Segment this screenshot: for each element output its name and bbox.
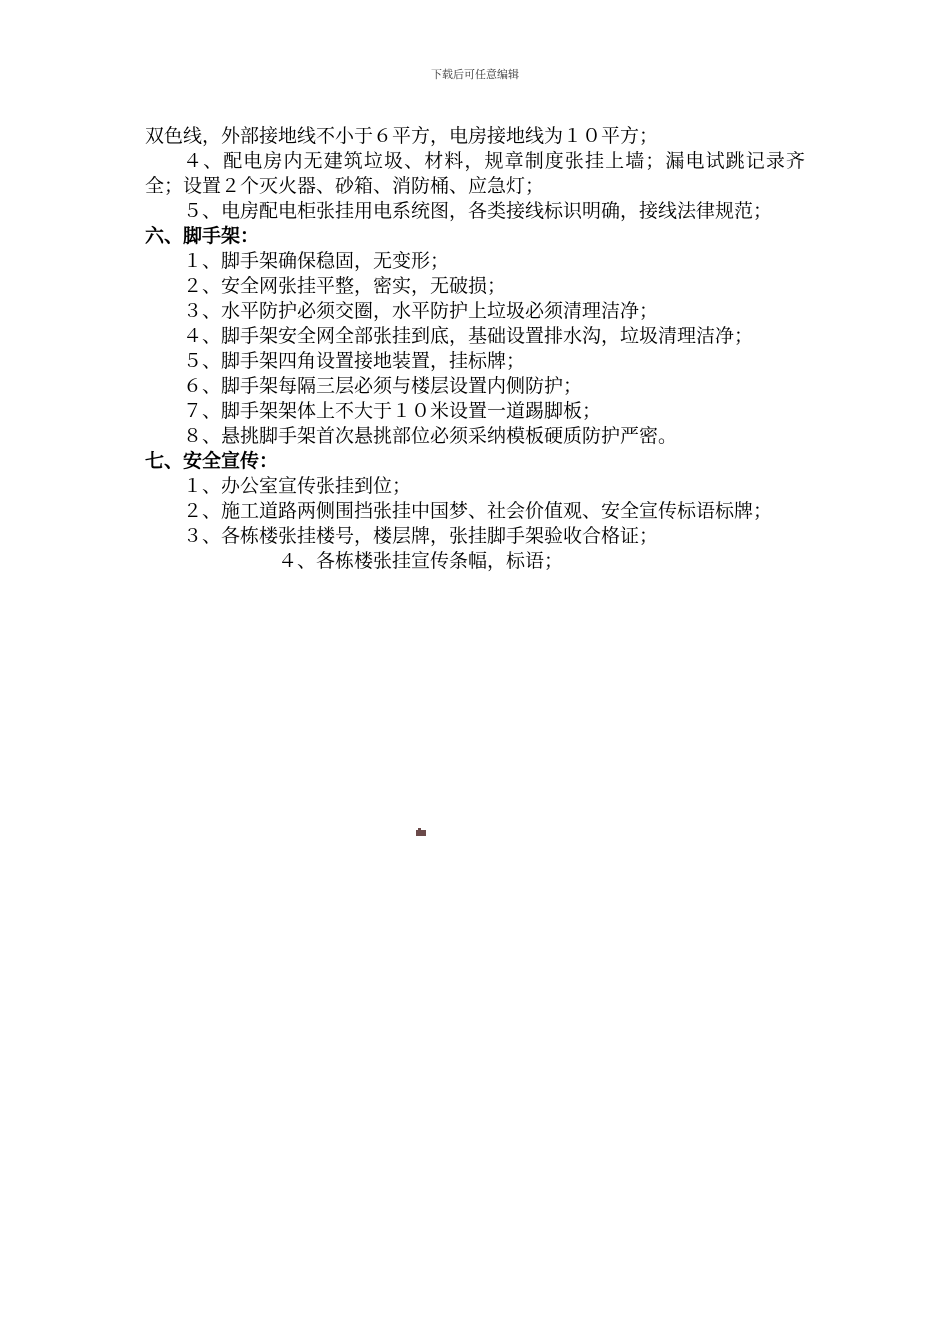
section6-item-4: ４、脚手架安全网全部张挂到底，基础设置排水沟，垃圾清理洁净； [183,325,754,347]
section6-item-6: ６、脚手架每隔三层必须与楼层设置内侧防护； [183,375,583,397]
continuation-line: 双色线，外部接地线不小于６平方，电房接地线为１０平方； [145,125,659,147]
section6-item-8: ８、悬挑脚手架首次悬挑部位必须采纳模板硬质防护严密。 [183,425,678,447]
section6-item-5: ５、脚手架四角设置接地装置，挂标牌； [183,350,526,372]
section6-item-2: ２、安全网张挂平整，密实，无破损； [183,275,507,297]
section6-item-3: ３、水平防护必须交圈，水平防护上垃圾必须清理洁净； [183,300,659,322]
page-header-note: 下载后可任意编辑 [431,68,519,81]
section5-item-4: ４、配电房内无建筑垃圾、材料，规章制度张挂上墙；漏电试跳记录齐全；设置２个灭火器、砂箱、消防桶、应急灯； [145,150,805,197]
section7-item-2: ２、施工道路两侧围挡张挂中国梦、社会价值观、安全宣传标语标牌； [183,500,773,522]
section7-item-1: １、办公室宣传张挂到位； [183,475,412,497]
section6-heading: 六、脚手架： [145,225,260,247]
section7-item-4: ４、各栋楼张挂宣传条幅，标语； [278,550,564,572]
document-body [145,124,805,574]
section7-heading: 七、安全宣传： [145,450,279,472]
section6-item-1: １、脚手架确保稳固，无变形； [183,250,450,272]
small-image-icon [416,830,426,836]
section7-item-3: ３、各栋楼张挂楼号，楼层牌，张挂脚手架验收合格证； [183,525,659,547]
section5-item-5: ５、电房配电柜张挂用电系统图，各类接线标识明确，接线法律规范； [183,200,773,222]
section6-item-7: ７、脚手架架体上不大于１０米设置一道踢脚板； [183,400,602,422]
